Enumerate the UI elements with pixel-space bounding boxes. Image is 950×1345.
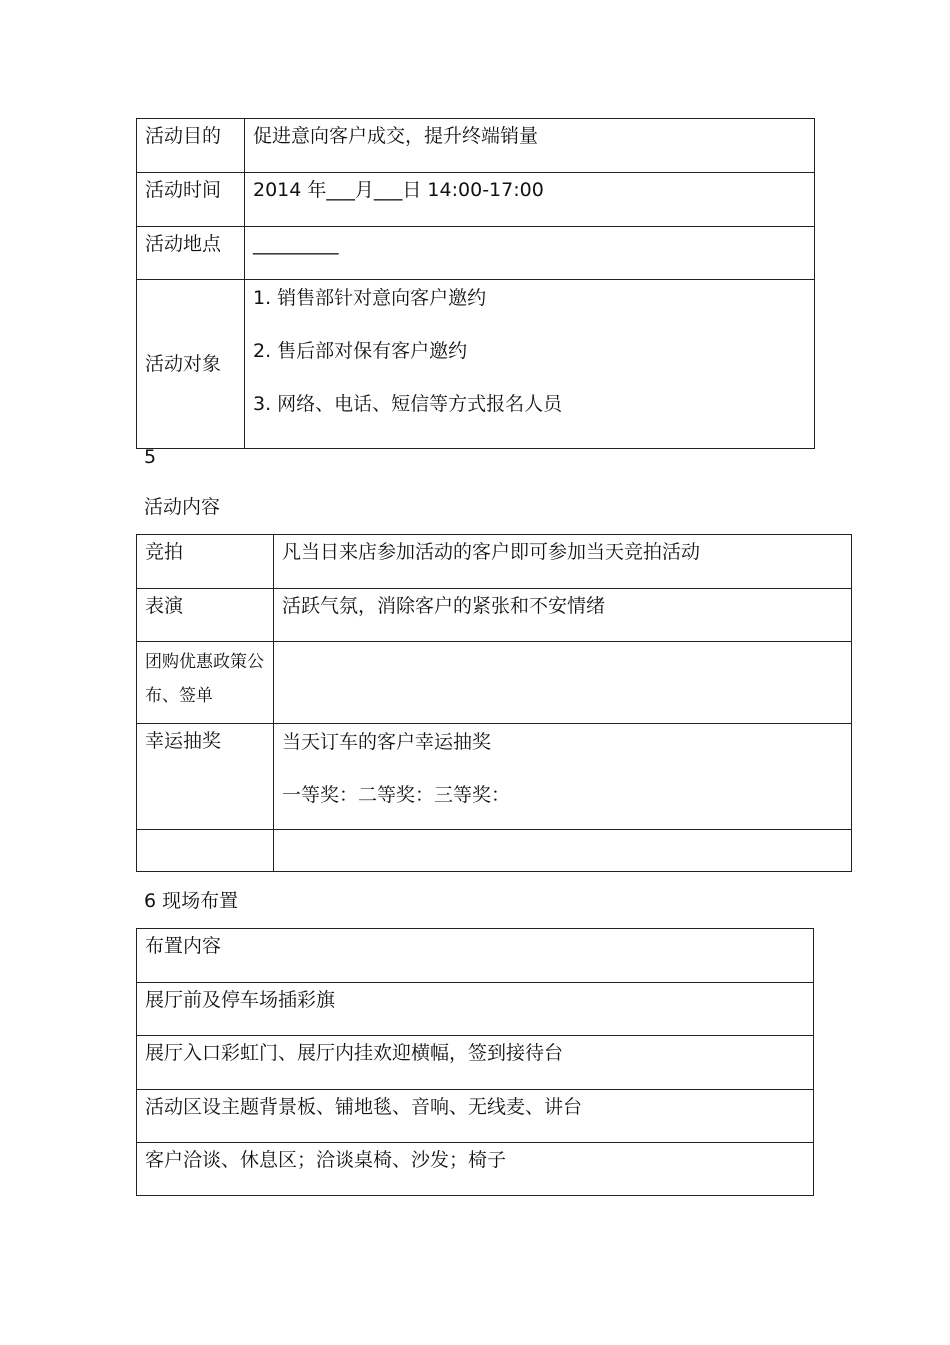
list-item: 2. 售后部对保有客户邀约	[253, 340, 468, 362]
layout-item: 活动区设主题背景板、铺地毯、音响、无线麦、讲台	[137, 1090, 814, 1143]
table-row	[137, 1143, 814, 1196]
performance-desc: 活跃气氛，消除客户的紧张和不安情绪	[274, 589, 852, 642]
layout-header: 布置内容	[137, 929, 814, 983]
purpose-value: 促进意向客户成交，提升终端销量	[245, 119, 815, 173]
section-5-number: 5	[144, 446, 157, 468]
empty-cell	[274, 830, 852, 872]
location-value: _________	[245, 227, 815, 280]
time-label: 活动时间	[137, 173, 245, 227]
table-row	[137, 642, 852, 724]
lucky-draw-label: 幸运抽奖	[137, 724, 274, 830]
group-buy-desc	[274, 642, 852, 724]
table-row	[137, 929, 814, 983]
lucky-draw-line: 当天订车的客户幸运抽奖	[282, 731, 492, 753]
prize-levels: 一等奖：二等奖：三等奖：	[282, 784, 511, 806]
table-row	[137, 280, 815, 449]
activity-info-table	[136, 118, 815, 449]
purpose-label: 活动目的	[137, 119, 245, 173]
empty-cell	[137, 830, 274, 872]
section-5-title: 活动内容	[144, 496, 221, 518]
layout-item: 展厅前及停车场插彩旗	[137, 983, 814, 1036]
section-6-title: 6 现场布置	[144, 890, 239, 912]
site-layout-table	[136, 928, 814, 1196]
target-label: 活动对象	[137, 280, 245, 449]
time-value: 2014 年___月___日 14:00-17:00	[245, 173, 815, 227]
layout-item: 展厅入口彩虹门、展厅内挂欢迎横幅，签到接待台	[137, 1036, 814, 1090]
auction-desc: 凡当日来店参加活动的客户即可参加当天竞拍活动	[274, 535, 852, 589]
list-item: 3. 网络、电话、短信等方式报名人员	[253, 393, 563, 415]
table-row	[137, 1036, 814, 1090]
table-row	[137, 173, 815, 227]
table-row	[137, 535, 852, 589]
table-row	[137, 589, 852, 642]
activity-content-table	[136, 534, 852, 872]
group-buy-label: 团购优惠政策公布、签单	[137, 642, 274, 724]
table-row	[137, 227, 815, 280]
table-row	[137, 830, 852, 872]
auction-label: 竞拍	[137, 535, 274, 589]
table-row	[137, 1090, 814, 1143]
list-item: 1. 销售部针对意向客户邀约	[253, 287, 487, 309]
target-list	[245, 280, 815, 449]
location-label: 活动地点	[137, 227, 245, 280]
performance-label: 表演	[137, 589, 274, 642]
table-row	[137, 119, 815, 173]
table-row	[137, 983, 814, 1036]
lucky-draw-desc	[274, 724, 852, 830]
table-row	[137, 724, 852, 830]
layout-item: 客户洽谈、休息区；洽谈桌椅、沙发；椅子	[137, 1143, 814, 1196]
